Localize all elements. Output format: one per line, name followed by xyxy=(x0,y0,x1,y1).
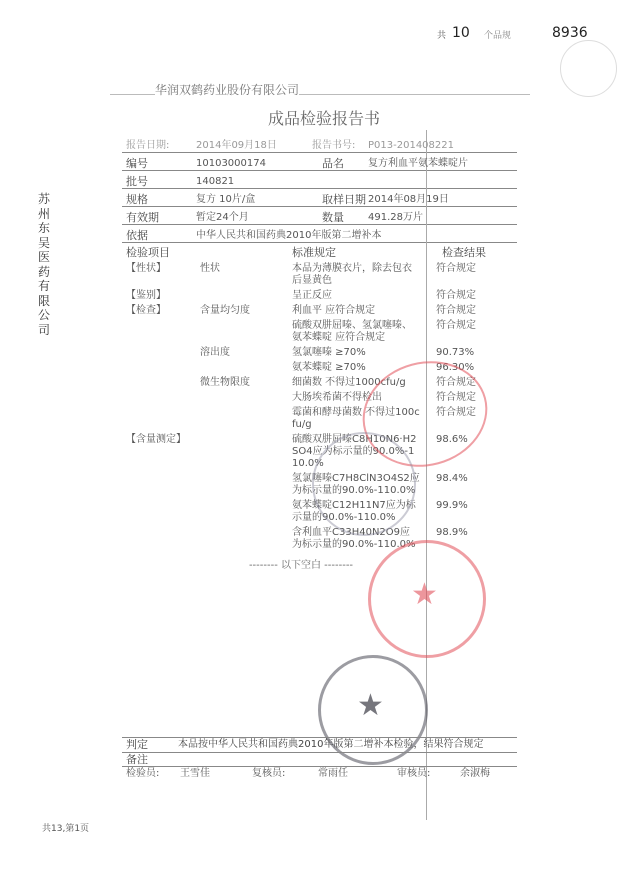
row-category xyxy=(126,407,200,431)
expiry-label: 有效期 xyxy=(126,211,159,224)
row-standard: 氨苯蝶啶C12H11N7应为标示量的90.0%-110.0% xyxy=(292,500,416,523)
row-result: 符合规定 xyxy=(436,305,476,316)
row-category xyxy=(126,473,200,497)
end-of-data-text: -------- 以下空白 -------- xyxy=(248,560,354,571)
row-result: 符合规定 xyxy=(436,263,476,274)
row-item xyxy=(200,473,292,497)
table-rule xyxy=(122,206,517,207)
reviewer-name: 常雨任 xyxy=(318,768,348,779)
row-standard: 本品为薄膜衣片，除去包衣后显黄色 xyxy=(292,263,412,286)
row-result: 90.73% xyxy=(436,347,475,358)
row-item xyxy=(200,392,292,404)
row-item xyxy=(200,407,292,431)
row-item xyxy=(200,290,292,302)
row-category xyxy=(126,527,200,551)
inspector-name: 王雪佳 xyxy=(180,768,210,779)
row-result: 符合规定 xyxy=(436,392,476,403)
row-standard: 氢氯噻嗪C7H8ClN3O4S2应为标示量的90.0%-110.0% xyxy=(292,473,420,496)
expiry-value: 暂定24个月 xyxy=(196,212,249,223)
row-item xyxy=(200,500,292,524)
row-category xyxy=(126,362,200,374)
inspector-label: 检验员: xyxy=(126,768,160,779)
reviewer-label: 复核员: xyxy=(252,768,286,779)
table-rule xyxy=(122,224,517,225)
sample-date: 2014年08月19日 xyxy=(368,194,449,205)
row-standard: 利血平 应符合规定 xyxy=(292,305,376,316)
total-label: 共 xyxy=(437,31,447,41)
row-standard: 硫酸双肼屈嗪C8H10N6·H2SO4应为标示量的90.0%-110.0% xyxy=(292,434,417,469)
company-name: 华润双鹤药业股份有限公司 xyxy=(155,83,300,97)
row-standard: 硫酸双肼屈嗪、氢氯噻嗪、氨苯蝶啶 应符合规定 xyxy=(292,320,412,343)
col-standard-header: 标准规定 xyxy=(292,246,336,259)
verdict-label: 判定 xyxy=(126,738,148,751)
report-no: P013-201408221 xyxy=(368,140,454,151)
table-rule xyxy=(122,188,517,189)
row-item: 含量均匀度 xyxy=(200,305,250,316)
sample-date-label: 取样日期 xyxy=(322,193,366,206)
basis-value: 中华人民共和国药典2010年版第二增补本 xyxy=(196,230,382,241)
gray-stamp-1 xyxy=(312,432,416,536)
batch-value: 140821 xyxy=(196,176,235,187)
star-icon: ★ xyxy=(357,688,384,723)
row-standard: 大肠埃希菌不得检出 xyxy=(292,392,382,403)
col-result-header: 检查结果 xyxy=(442,246,486,259)
row-item xyxy=(200,434,292,470)
footer-rule xyxy=(122,766,517,767)
remark-label: 备注 xyxy=(126,753,148,766)
name-label: 品名 xyxy=(322,157,344,170)
spec-value: 复方 10片/盒 xyxy=(196,194,256,205)
basis-label: 依据 xyxy=(126,229,148,242)
row-category xyxy=(126,377,200,389)
row-category xyxy=(126,500,200,524)
spec-label: 规格 xyxy=(126,193,148,206)
row-standard: 含利血平C33H40N2O9应为标示量的90.0%-110.0% xyxy=(292,527,416,550)
row-category xyxy=(126,320,200,344)
row-item: 溶出度 xyxy=(200,347,230,358)
row-standard: 细菌数 不得过1000cfu/g xyxy=(292,377,406,388)
red-stamp-2 xyxy=(368,540,486,658)
row-item xyxy=(200,527,292,551)
total-value: 10 xyxy=(452,25,470,41)
footer-rule xyxy=(122,737,517,738)
side-company-text: 苏州东吴医药有限公司 xyxy=(38,192,51,337)
row-standard: 氨苯蝶啶 ≥70% xyxy=(292,362,366,373)
row-result: 符合规定 xyxy=(436,377,476,388)
code-value: 10103000174 xyxy=(196,158,266,169)
row-category: 【检查】 xyxy=(126,305,166,316)
col-item-header: 检验项目 xyxy=(126,246,170,259)
row-result: 99.9% xyxy=(436,500,468,511)
report-date: 2014年09月18日 xyxy=(196,140,277,151)
verdict-text: 本品按中华人民共和国药典2010年版第二增补本检验，结果符合规定 xyxy=(178,739,484,750)
row-result: 98.9% xyxy=(436,527,468,538)
row-result: 符合规定 xyxy=(436,290,476,301)
row-item: 微生物限度 xyxy=(200,377,250,388)
row-standard: 霉菌和酵母菌数 不得过100cfu/g xyxy=(292,407,420,430)
report-title: 成品检验报告书 xyxy=(268,109,381,128)
qty-value: 491.28万片 xyxy=(368,212,423,223)
row-item: 性状 xyxy=(200,263,220,274)
row-result: 符合规定 xyxy=(436,320,476,331)
row-item xyxy=(200,362,292,374)
table-rule xyxy=(122,242,517,243)
small-stamp xyxy=(560,40,617,97)
row-category xyxy=(126,347,200,359)
auditor-name: 余淑梅 xyxy=(460,768,490,779)
report-no-label: 报告书号: xyxy=(312,140,356,151)
batch-label: 批号 xyxy=(126,175,148,188)
row-item xyxy=(200,320,292,344)
page-number: 共13,第1页 xyxy=(42,824,90,834)
row-result: 96.30% xyxy=(436,362,475,373)
row-result: 98.4% xyxy=(436,473,468,484)
code-label: 编号 xyxy=(126,157,148,170)
row-standard: 呈正反应 xyxy=(292,290,332,301)
product-name: 复方利血平氨苯蝶啶片 xyxy=(368,158,468,169)
auditor-label: 审核员: xyxy=(397,768,431,779)
row-category: 【鉴别】 xyxy=(126,290,166,301)
table-rule xyxy=(122,170,517,171)
row-result: 符合规定 xyxy=(436,407,476,418)
footer-rule xyxy=(122,752,517,753)
unit-label: 个品规 xyxy=(484,31,512,41)
qty-label: 数量 xyxy=(322,211,344,224)
star-icon: ★ xyxy=(411,577,438,612)
header-code: 8936 xyxy=(552,25,588,41)
row-standard: 氢氯噻嗪 ≥70% xyxy=(292,347,366,358)
row-category: 【性状】 xyxy=(126,263,166,274)
report-date-label: 报告日期: xyxy=(126,140,170,151)
row-category: 【含量测定】 xyxy=(126,434,186,445)
row-result: 98.6% xyxy=(436,434,468,445)
row-category xyxy=(126,392,200,404)
table-rule xyxy=(122,152,517,153)
